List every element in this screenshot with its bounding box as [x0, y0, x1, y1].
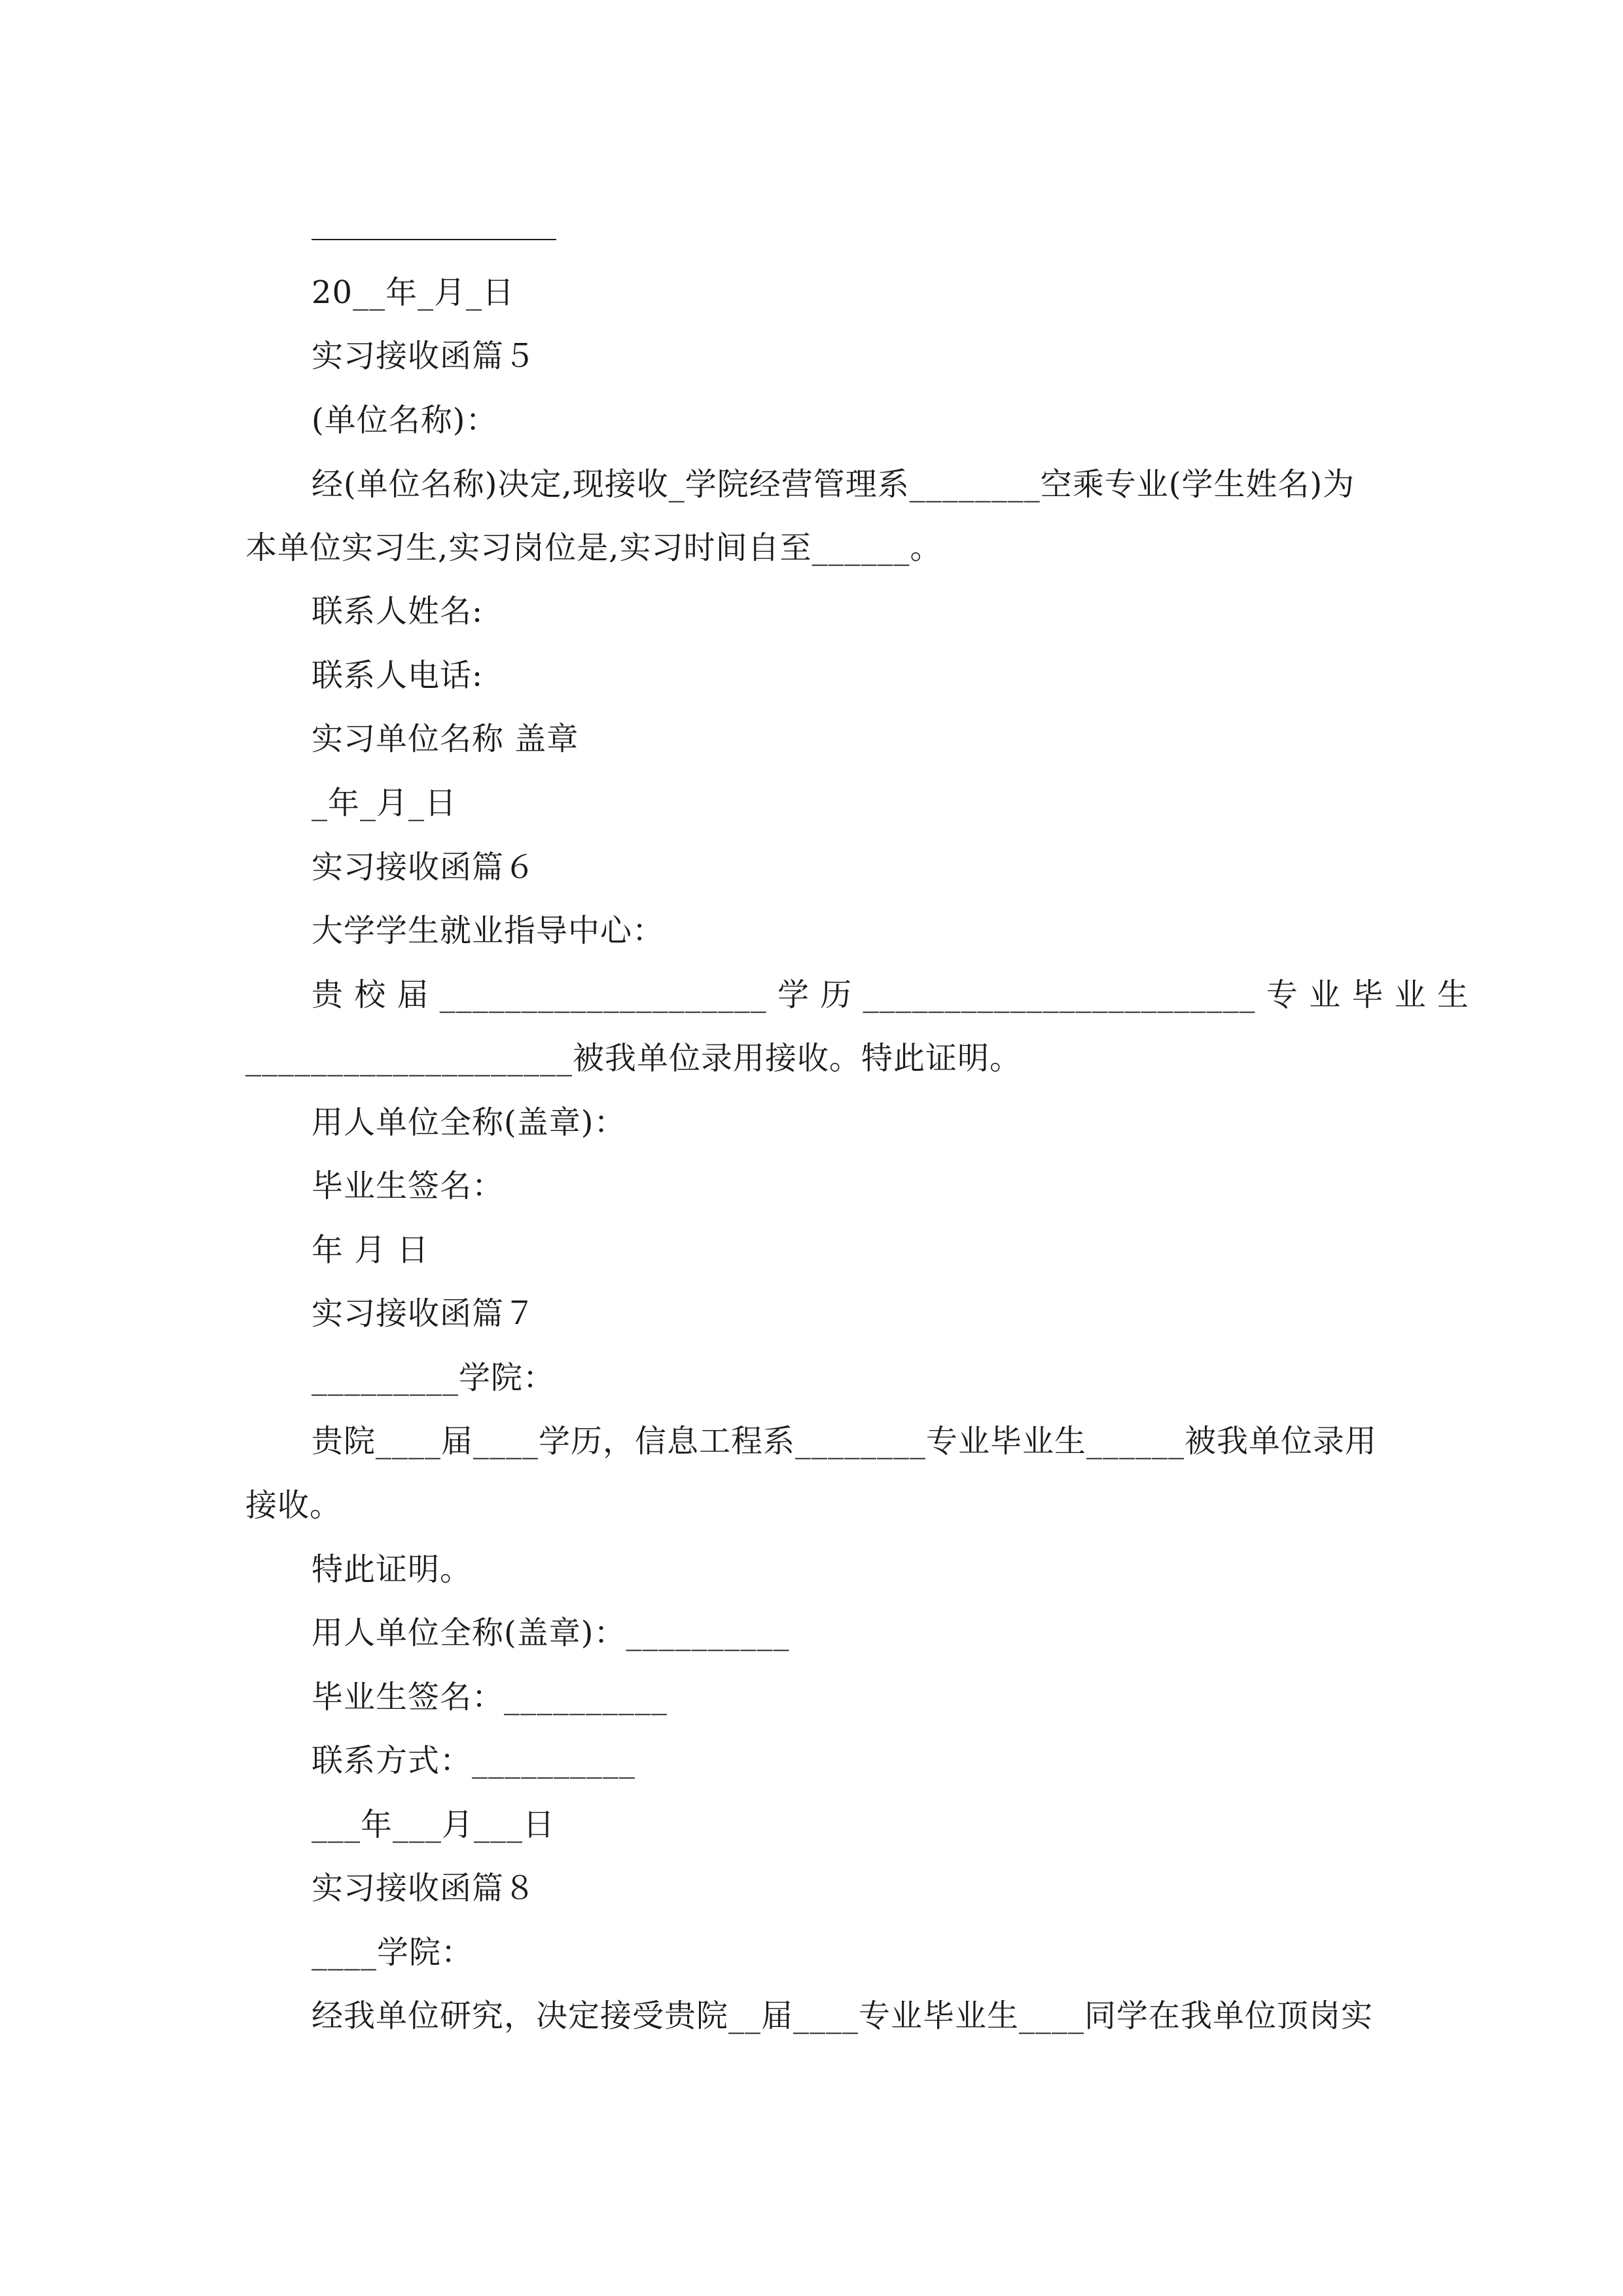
date-line: 年 月 日: [312, 1232, 429, 1268]
contact-name: 联系人姓名:: [312, 593, 484, 630]
company-seal: 实习单位名称 盖章: [312, 721, 579, 757]
contact-phone: 联系人电话:: [312, 657, 484, 694]
date-line: _年_月_日: [312, 785, 457, 821]
body-paragraph: 经我单位研究，决定接受贵院__届____专业毕业生____同学在我单位顶岗实: [312, 1998, 1374, 2034]
section-title-6: 实习接收函篇６: [312, 849, 537, 886]
addressee: 大学学生就业指导中心：: [312, 912, 665, 949]
graduate-signature: 毕业生签名：: [312, 1168, 505, 1204]
contact-method: 联系方式：__________: [312, 1742, 636, 1779]
date-line: ___年___月___日: [312, 1806, 556, 1843]
addressee: (单位名称)：: [312, 402, 498, 439]
employer-seal: 用人单位全称(盖章)：: [312, 1104, 626, 1141]
graduate-signature: 毕业生签名：__________: [312, 1679, 668, 1715]
body-paragraph-continuation: ____________________被我单位录用接收。特此证明。: [245, 1040, 1022, 1077]
section-title-5: 实习接收函篇５: [312, 338, 537, 374]
body-paragraph-continuation: 本单位实习生,实习岗位是,实习时间自至______。: [245, 529, 942, 566]
body-paragraph-continuation: 接收。: [245, 1487, 342, 1524]
employer-seal: 用人单位全称(盖章)：__________: [312, 1615, 790, 1651]
section-title-7: 实习接收函篇７: [312, 1295, 537, 1332]
certification: 特此证明。: [312, 1551, 473, 1588]
addressee: _________学院：: [312, 1359, 556, 1396]
addressee: ____学院：: [312, 1934, 474, 1971]
body-paragraph: 贵院____届____学历，信息工程系________专业毕业生______被我单位录用: [312, 1423, 1378, 1460]
signature-rule: [312, 239, 556, 240]
body-paragraph: 经(单位名称)决定,现接收_学院经营管理系________空乘专业(学生姓名)为: [312, 466, 1355, 503]
body-paragraph: 贵 校 届 ____________________ 学 历 ________________________ 专 业 毕 业 生: [312, 977, 1469, 1013]
date-line: 20__年_月_日: [312, 274, 515, 311]
section-title-8: 实习接收函篇８: [312, 1870, 537, 1907]
